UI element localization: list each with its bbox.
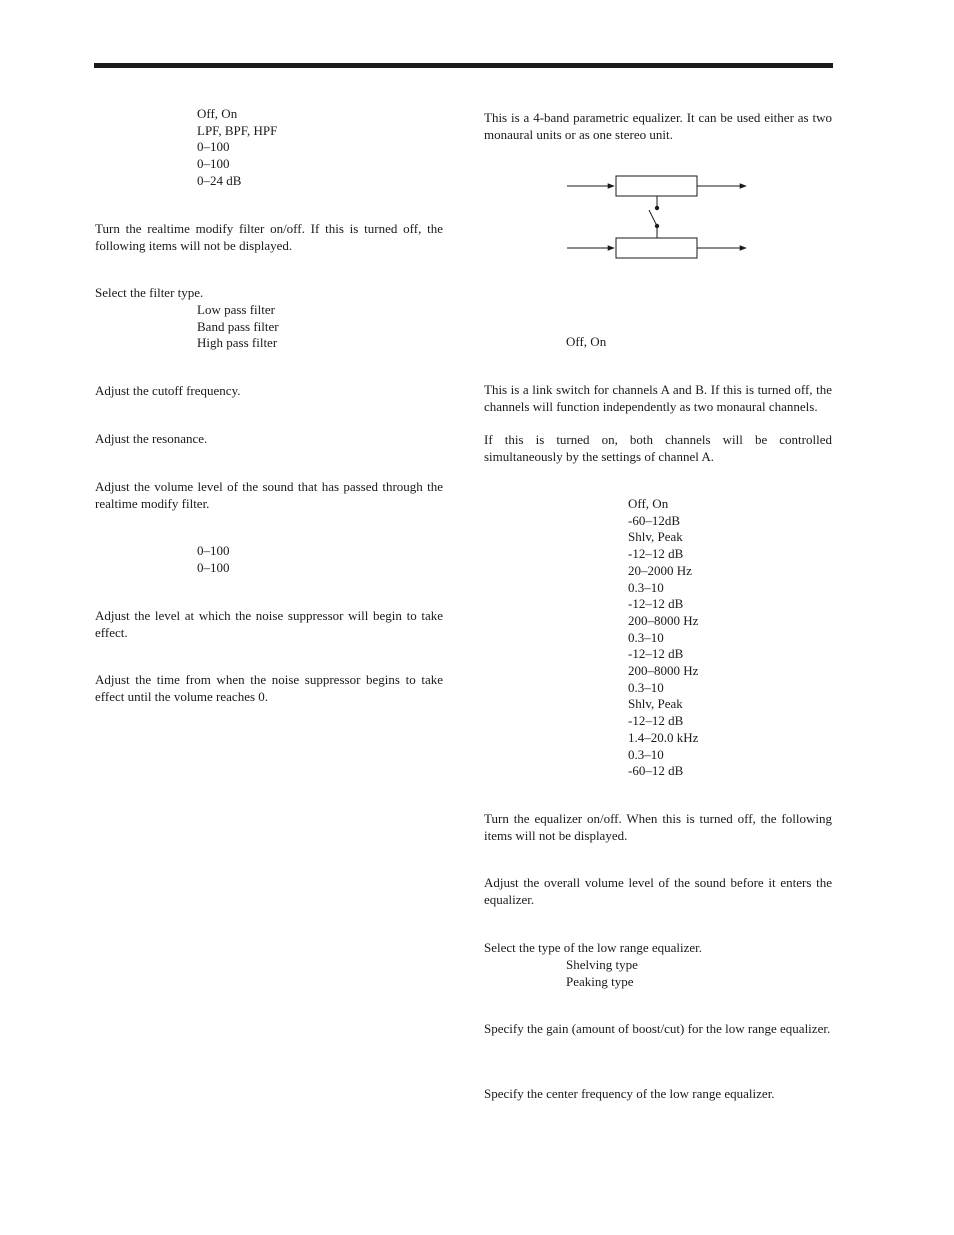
resonance-description: Adjust the resonance. (95, 431, 208, 446)
filter-level-description: Adjust the volume level of the sound that has passed through the realtime modify filter. (95, 479, 443, 511)
link-switch-lever (649, 210, 657, 226)
range-value: 1.4–20.0 kHz (628, 729, 699, 745)
filter-switch-description: Turn the realtime modify filter on/off. If this is turned off, the following items will not be displayed. (95, 221, 443, 253)
channel-link-diagram (560, 170, 760, 265)
cutoff-description: Adjust the cutoff frequency. (95, 383, 241, 398)
filter-type-description: Select the filter type. (95, 285, 204, 300)
eq-param-ranges (628, 496, 698, 780)
low-type-description: Select the type of the low range equalizer. (484, 940, 703, 955)
link-range: Off, On (566, 334, 607, 349)
noise-suppressor-ranges (197, 543, 230, 576)
range-value: 0.3–10 (628, 629, 664, 645)
range-value: -12–12 dB (628, 546, 684, 562)
range-value: 0.3–10 (628, 746, 664, 762)
eq-input-level-description: Adjust the overall volume level of the sound before it enters the equalizer. (484, 875, 832, 907)
range-value: 0–100 (197, 156, 230, 172)
range-value: 0–100 (197, 543, 230, 558)
option-label: Peaking type (566, 973, 634, 989)
range-value: 0–24 dB (197, 172, 242, 188)
option-label: Band pass filter (197, 318, 279, 334)
link-switch-terminal-bottom (655, 224, 659, 228)
range-value: 200–8000 Hz (628, 612, 699, 628)
range-value: 0.3–10 (628, 679, 664, 695)
range-value: 0.3–10 (628, 579, 664, 595)
range-value: Shlv, Peak (628, 696, 683, 712)
low-type-options (566, 957, 638, 990)
ns-release-description: Adjust the time from when the noise suppressor begins to take effect until the volume reaches 0. (95, 672, 443, 704)
ns-threshold-description: Adjust the level at which the noise suppressor will begin to take effect. (95, 608, 443, 640)
range-value: Shlv, Peak (628, 529, 683, 545)
range-value: 200–8000 Hz (628, 663, 699, 679)
option-label: Shelving type (566, 957, 638, 972)
range-value: LPF, BPF, HPF (197, 122, 278, 138)
range-value: Off, On (197, 106, 238, 121)
header-rule (94, 63, 833, 68)
range-value: -12–12 dB (628, 713, 684, 729)
range-value: -60–12dB (628, 512, 680, 528)
filter-param-ranges (197, 106, 277, 190)
filter-type-options (197, 302, 279, 352)
range-value: 20–2000 Hz (628, 562, 692, 578)
range-value: Off, On (628, 496, 669, 511)
option-label: Low pass filter (197, 302, 275, 317)
link-description-1: This is a link switch for channels A and B. If this is turned off, the channels will function independently as two monaural channels. (484, 382, 832, 414)
range-value: -60–12 dB (628, 763, 684, 779)
low-gain-description: Specify the gain (amount of boost/cut) for the low range equalizer. (484, 1021, 831, 1036)
range-value: -12–12 dB (628, 646, 684, 662)
channel-b-eq-block (616, 238, 697, 258)
range-value: 0–100 (197, 139, 230, 155)
link-description-2: If this is turned on, both channels will be controlled simultaneously by the settings of channel A. (484, 432, 832, 464)
link-switch-terminal-top (655, 206, 659, 210)
range-value: -12–12 dB (628, 596, 684, 612)
eq-switch-description: Turn the equalizer on/off. When this is turned off, the following items will not be displayed. (484, 811, 832, 843)
eq-intro-paragraph: This is a 4-band parametric equalizer. It can be used either as two monaural units or as one stereo unit. (484, 110, 832, 142)
option-label: High pass filter (197, 335, 278, 351)
range-value: 0–100 (197, 559, 230, 575)
channel-a-eq-block (616, 176, 697, 196)
low-frequency-description: Specify the center frequency of the low range equalizer. (484, 1086, 775, 1101)
